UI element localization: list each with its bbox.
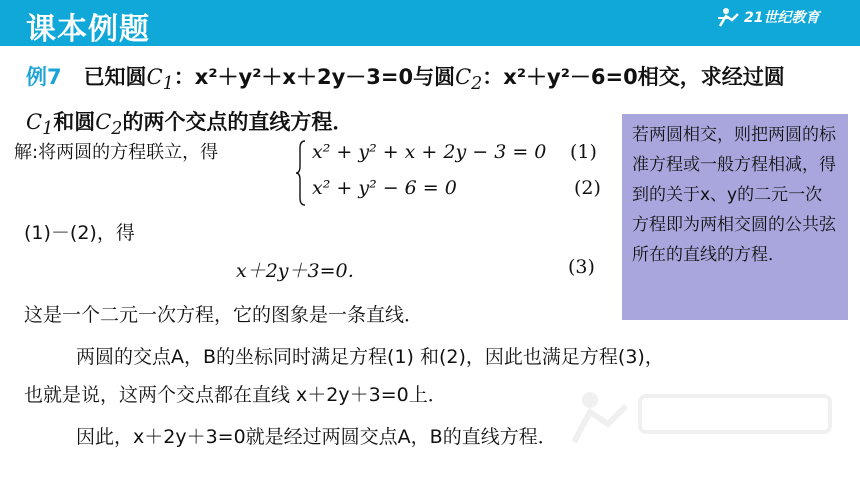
logo-text: 21世纪教育 — [744, 10, 820, 26]
example-label: 例7 — [26, 65, 62, 89]
equation-tag-2: (2) — [574, 177, 601, 199]
circle-c2: C — [455, 65, 472, 89]
solution-line-6: 因此，x＋2y＋3=0就是经过两圆交点A，B的直线方程． — [76, 426, 557, 448]
line2-mid: 和圆 — [53, 110, 96, 135]
circle-c1: C — [146, 65, 163, 89]
problem-eq2: ：x²＋y²－6=0相交，求经过圆 — [482, 65, 785, 89]
header-bar — [0, 0, 860, 46]
line2-c1: C — [26, 110, 43, 135]
line2-c2-sub: 2 — [111, 119, 123, 140]
hint-note-box — [622, 114, 848, 320]
line2-end: 的两个交点的直线方程． — [122, 110, 354, 135]
system-equation-1: x² + y² + x + 2y − 3 = 0 — [312, 141, 547, 163]
page-title: 课本例题 — [26, 12, 150, 47]
logo — [716, 6, 834, 28]
circle-c2-sub: 2 — [471, 74, 483, 95]
line2-c2: C — [95, 110, 112, 135]
line2-c1-sub: 1 — [42, 119, 54, 140]
solution-line-3: 这是一个二元一次方程，它的图象是一条直线． — [24, 304, 424, 326]
solution-intro: 解:将两圆的方程联立，得 — [14, 142, 219, 163]
solution-line-5: 也就是说，这两个交点都在直线 x＋2y＋3=0上． — [24, 384, 447, 406]
watermark-logo-icon — [560, 382, 840, 452]
equation-tag-3: (3) — [568, 256, 595, 278]
system-equation-2: x² + y² − 6 = 0 — [312, 177, 457, 199]
solution-line-subtract: (1)－(2)，得 — [24, 222, 135, 244]
left-brace-icon — [296, 140, 306, 206]
circle-c1-sub: 1 — [162, 74, 174, 95]
problem-eq1: ：x²＋y²＋x＋2y－3=0与圆 — [173, 65, 456, 89]
equation-tag-1: (1) — [570, 141, 597, 163]
solution-result-equation: x＋2y＋3=0． — [236, 260, 367, 282]
problem-text-1: 已知圆 — [83, 65, 147, 89]
solution-line-4: 两圆的交点A，B的坐标同时满足方程(1) 和(2)，因此也满足方程(3)， — [76, 346, 664, 368]
hint-note-text: 若两圆相交，则把两圆的标准方程或一般方程相减，得到的关于x、y的二元一次方程即为两相交圆的公共弦所在的直线的方程． — [632, 125, 836, 265]
